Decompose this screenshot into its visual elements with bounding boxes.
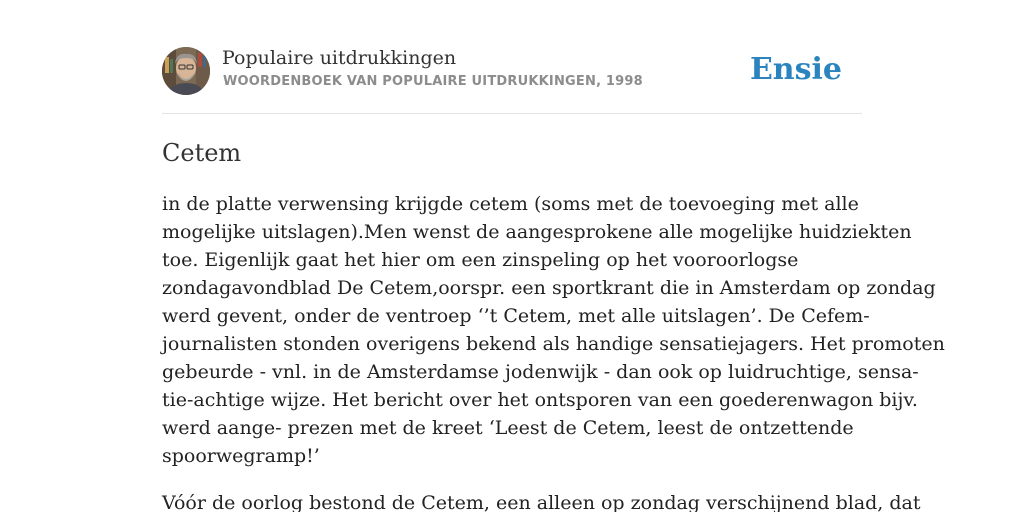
paragraph-line: spoorwegramp!’ [162,445,320,467]
paragraph-line: Vóór de oorlog bestond de Cetem, een alleen op zondag verschijnend blad, dat [162,492,921,512]
author-avatar[interactable] [162,47,210,95]
paragraph-spacer [162,470,862,489]
header-divider [162,113,862,114]
source-title[interactable]: Populaire uitdrukkingen [222,47,457,69]
definition-paragraph [162,489,921,512]
paragraph-line: werd aange- prezen met de kreet ‘Leest de Cetem, leest de ontzettende [162,417,854,439]
avatar-portrait-image [162,47,210,95]
source-header [162,46,862,96]
entry-definition [162,190,945,512]
paragraph-line: gebeurde - vnl. in de Amsterdamse jodenwijk - dan ook op luidruchtige, sensa- [162,361,919,383]
paragraph-line: mogelijke uitslagen).Men wenst de aangesprokene alle mogelijke huidziekten [162,221,912,243]
paragraph-line: werd gevent, onder de ventroep ‘’t Cetem, met alle uitslagen’. De Cefem- [162,305,870,327]
source-subtitle: WOORDENBOEK VAN POPULAIRE UITDRUKKINGEN, 1998 [223,74,643,89]
paragraph-line: zondagavondblad De Cetem,oorspr. een sportkrant die in Amsterdam op zondag [162,277,936,299]
paragraph-line: toe. Eigenlijk gaat het hier om een zinspeling op het vooroorlogse [162,249,799,271]
ensie-logo-link[interactable]: Ensie [749,52,842,87]
definition-paragraph [162,190,945,470]
paragraph-line: in de platte verwensing krijgde cetem (soms met de toevoeging met alle [162,193,859,215]
paragraph-line: journalisten stonden overigens bekend als handige sensatiejagers. Het promoten [162,333,945,355]
paragraph-line: tie-achtige wijze. Het bericht over het ontsporen van een goederenwagon bijv. [162,389,918,411]
entry-term: Cetem [162,139,242,167]
